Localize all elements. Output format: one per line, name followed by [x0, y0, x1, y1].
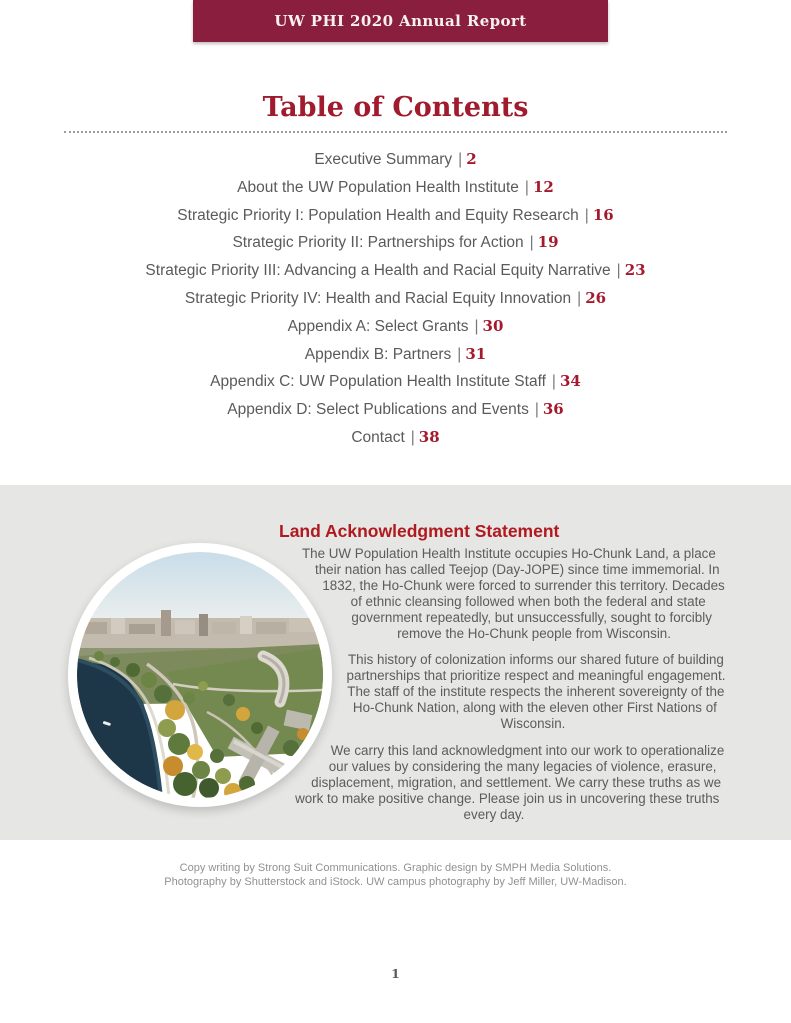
toc-entry[interactable] — [0, 341, 791, 369]
land-acknowledgment-heading: Land Acknowledgment Statement — [279, 521, 560, 541]
toc-entry-label: Appendix D: Select Publications and Events — [227, 401, 529, 419]
land-acknowledgment-paragraph: This history of colonization informs our shared future of building partnerships that prioritize respect and meaningful engagement. The staff of the institute respects the inherent sovereignty of the Ho-Chunk Nation, along with the eleven other First Nations of Wisconsin. — [346, 652, 726, 732]
toc-entry-label: Strategic Priority II: Partnerships for Action — [232, 234, 524, 252]
dotted-divider — [64, 131, 727, 133]
toc-entry-page: 34 — [559, 372, 581, 391]
toc-separator: | — [534, 401, 539, 419]
toc-separator: | — [457, 345, 462, 363]
toc-entry[interactable] — [0, 202, 791, 230]
toc-entry-page: 19 — [537, 233, 559, 252]
toc-separator: | — [410, 428, 415, 446]
toc-entry-label: Appendix C: UW Population Health Institute Staff — [210, 373, 546, 391]
toc-entry[interactable] — [0, 257, 791, 285]
toc-entry-page: 23 — [624, 261, 646, 280]
toc-entry-page: 36 — [542, 400, 564, 419]
toc-entry-label: Strategic Priority III: Advancing a Health and Racial Equity Narrative — [145, 262, 611, 280]
table-of-contents — [0, 146, 791, 452]
toc-entry-page: 2 — [466, 150, 477, 168]
page-title: Table of Contents — [262, 92, 529, 123]
toc-separator: | — [577, 289, 582, 307]
toc-separator: | — [474, 317, 479, 335]
credits-line-1: Copy writing by Strong Suit Communications. Graphic design by SMPH Media Solutions. — [179, 862, 612, 874]
toc-separator: | — [524, 178, 529, 196]
toc-separator: | — [584, 206, 589, 224]
toc-entry-label: Strategic Priority IV: Health and Racial Equity Innovation — [184, 289, 572, 307]
toc-entry-label: Contact — [351, 428, 405, 446]
toc-entry[interactable] — [0, 313, 791, 341]
toc-separator: | — [458, 151, 463, 168]
land-acknowledgment-paragraph: The UW Population Health Institute occupies Ho-Chunk Land, a place their nation has called Teejop (Day-JOPE) since time immemorial. In 1832, the Ho-Chunk were forced to surrender this territory. Decades of ethnic cleansing followed when both the federal and state government repeatedly, but unsuccessfully, sought to forcibly remove the Ho-Chunk people from Wisconsin. — [301, 546, 725, 641]
toc-entry-label: Appendix A: Select Grants — [287, 317, 469, 335]
toc-entry[interactable] — [0, 396, 791, 424]
header-banner-title: UW PHI 2020 Annual Report — [274, 12, 527, 30]
header-banner — [193, 0, 608, 42]
toc-entry-label: About the UW Population Health Institute — [237, 178, 519, 196]
toc-entry[interactable] — [0, 174, 791, 202]
toc-entry-label: Executive Summary — [314, 151, 453, 168]
toc-separator: | — [551, 373, 556, 391]
toc-entry[interactable] — [0, 285, 791, 313]
page-number: 1 — [391, 966, 400, 981]
toc-separator: | — [616, 262, 621, 280]
toc-entry-label: Strategic Priority I: Population Health and Equity Research — [177, 206, 579, 224]
toc-entry[interactable] — [0, 424, 791, 452]
toc-entry-page: 16 — [592, 205, 614, 224]
toc-entry[interactable] — [0, 368, 791, 396]
toc-entry-page: 31 — [465, 344, 487, 363]
toc-entry[interactable] — [0, 229, 791, 257]
land-acknowledgment-paragraph: We carry this land acknowledgment into our work to operationalize our values by considering the many legacies of violence, erasure, displacement, migration, and settlement. We carry these truths as we work to make positive change. Please join us in uncovering these truths every day. — [295, 742, 725, 822]
toc-separator: | — [529, 234, 534, 252]
toc-entry-page: 26 — [585, 288, 607, 307]
toc-entry-page: 30 — [482, 316, 504, 335]
campus-aerial-photo-illustration — [77, 552, 323, 798]
credits-line-2: Photography by Shutterstock and iStock. UW campus photography by Jeff Miller, UW-Madison. — [164, 875, 627, 888]
toc-entry[interactable] — [0, 146, 791, 174]
credits — [0, 862, 791, 889]
toc-entry-label: Appendix B: Partners — [304, 345, 452, 363]
campus-aerial-photo — [68, 543, 332, 807]
toc-entry-page: 38 — [418, 427, 440, 446]
toc-entry-page: 12 — [532, 177, 554, 196]
